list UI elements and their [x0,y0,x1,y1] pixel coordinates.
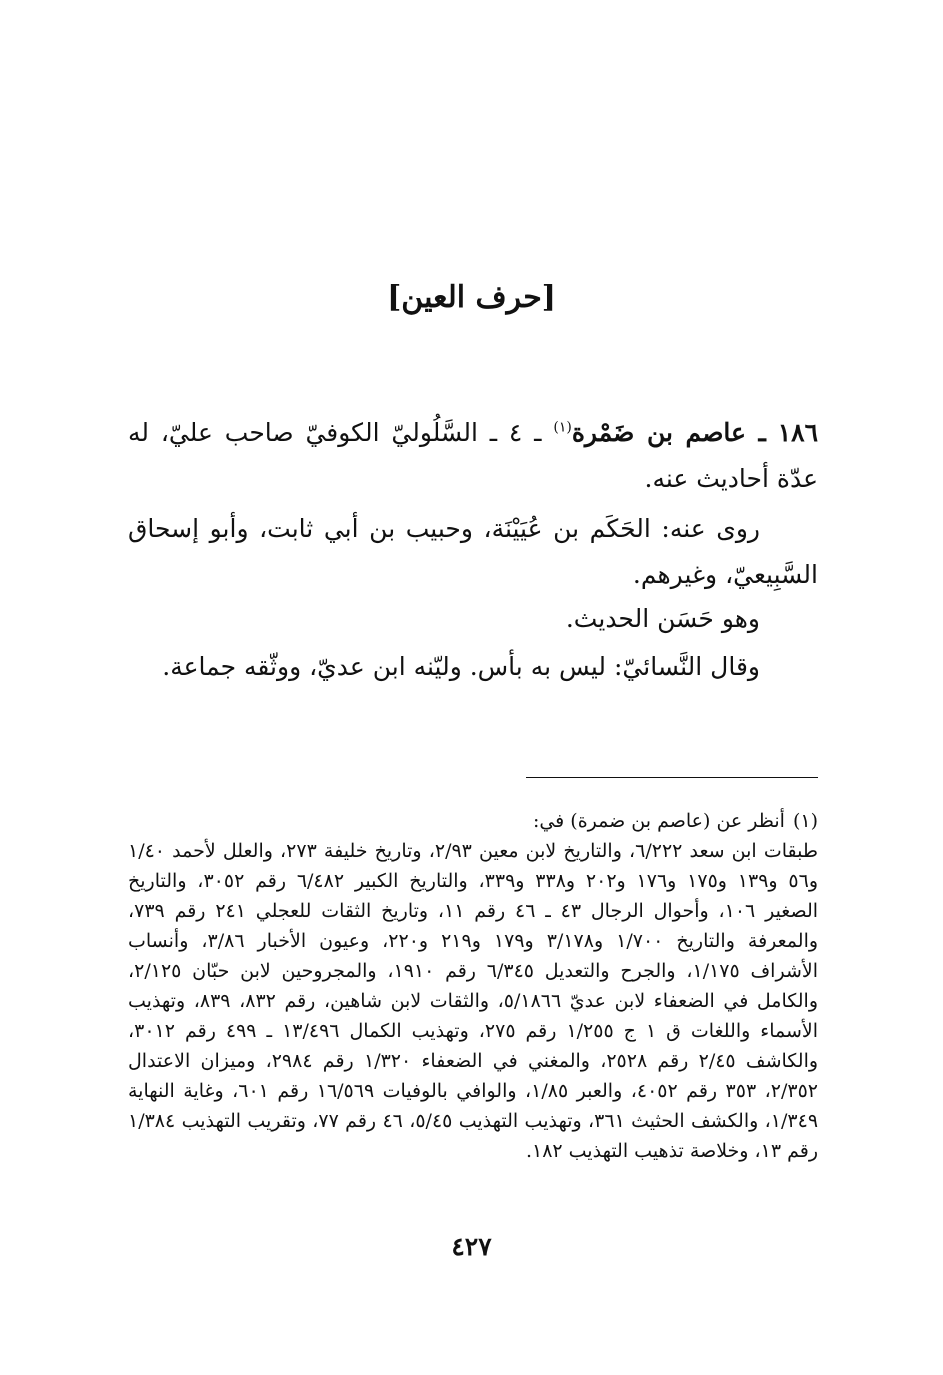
narrators-paragraph: روى عنه: الحَكَم بن عُيَيْنَة، وحبيب بن أبي ثابت، وأبو إسحاق السَّبِيعيّ، وغيرهم. [128,514,818,589]
footnote-heading: أنظر عن (عاصم بن ضمرة) في: [532,810,785,832]
grading-paragraph: وهو حَسَن الحديث. [565,604,760,633]
footnote-divider [526,777,818,778]
footnote-body: طبقات ابن سعد ٦/٢٢٢، والتاريخ لابن معين ٢/٩٣، وتاريخ خليفة ٢٧٣، والعلل لأحمد ١/٤٠ و٥٦ و١٣٩ و١٧٥ و١٧٦ و٢٠٢ و٣٣٨ و٣٣٩، والتاريخ الكبير ٦/٤٨٢ رقم ٣٠٥٢، والتاريخ الصغير ١٠٦، وأحوال الرجال ٤٣ ـ ٤٦ رقم ١١، وتاريخ الثقات للعجلي ٢٤١ رقم ٧٣٩، والمعرفة والتاريخ ١/٧٠٠ و٣/١٧٨ و١٧٩ و٢١٩ و٢٢٠، وعيون الأخبار ٣/٨٦، وأنساب الأشراف ١/١٧٥، والجرح والتعديل ٦/٣٤٥ رقم ١٩١٠، والمجروحين لابن حبّان ٢/١٢٥، والكامل في الضعفاء لابن عديّ ٥/١٨٦٦، والثقات لابن شاهين، رقم ٨٣٢، ٨٣٩، وتهذيب الأسماء واللغات ق ١ ج ١/٢٥٥ رقم ٢٧٥، وتهذيب الكمال ١٣/٤٩٦ ـ ٤٩٩ رقم ٣٠١٢، والكاشف ٢/٤٥ رقم ٢٥٢٨، والمغني في الضعفاء ١/٣٢٠ رقم ٢٩٨٤، وميزان الاعتدال ٢/٣٥٢، ٣٥٣ رقم ٤٠٥٢، والعبر ١/٨٥، والوافي بالوفيات ١٦/٥٦٩ رقم ٦٠١، وغاية النهاية ١/٣٤٩، والكشف الحثيث ٣٦١، وتهذيب التهذيب ٥/٤٥، ٤٦ رقم ٧٧، وتقريب التهذيب ١/٣٨٤ رقم ١٣، وخلاصة تذهيب التهذيب ١٨٢. [128,840,819,1162]
footnote-heading-line [128,806,818,836]
section-heading: [حرف العين] [387,280,556,315]
entry-name: عاصم بن ضَمْرة [571,418,746,447]
biography-entry [128,410,818,502]
nasai-paragraph: وقال النَّسائيّ: ليس به بأس. وليّنه ابن عديّ، ووثّقه جماعة. [162,652,760,681]
footnote [128,806,818,1166]
footnote-reference[interactable]: (١) [553,419,572,436]
entry-dash: ـ [745,418,766,447]
page-number: ٤٢٧ [451,1232,492,1261]
entry-description: ـ ٤ ـ السَّلُوليّ الكوفيّ صاحب عليّ، له عدّة أحاديث عنه. [128,418,818,493]
footnote-marker: (١) [792,810,818,832]
entry-number: ١٨٦ [777,418,819,447]
